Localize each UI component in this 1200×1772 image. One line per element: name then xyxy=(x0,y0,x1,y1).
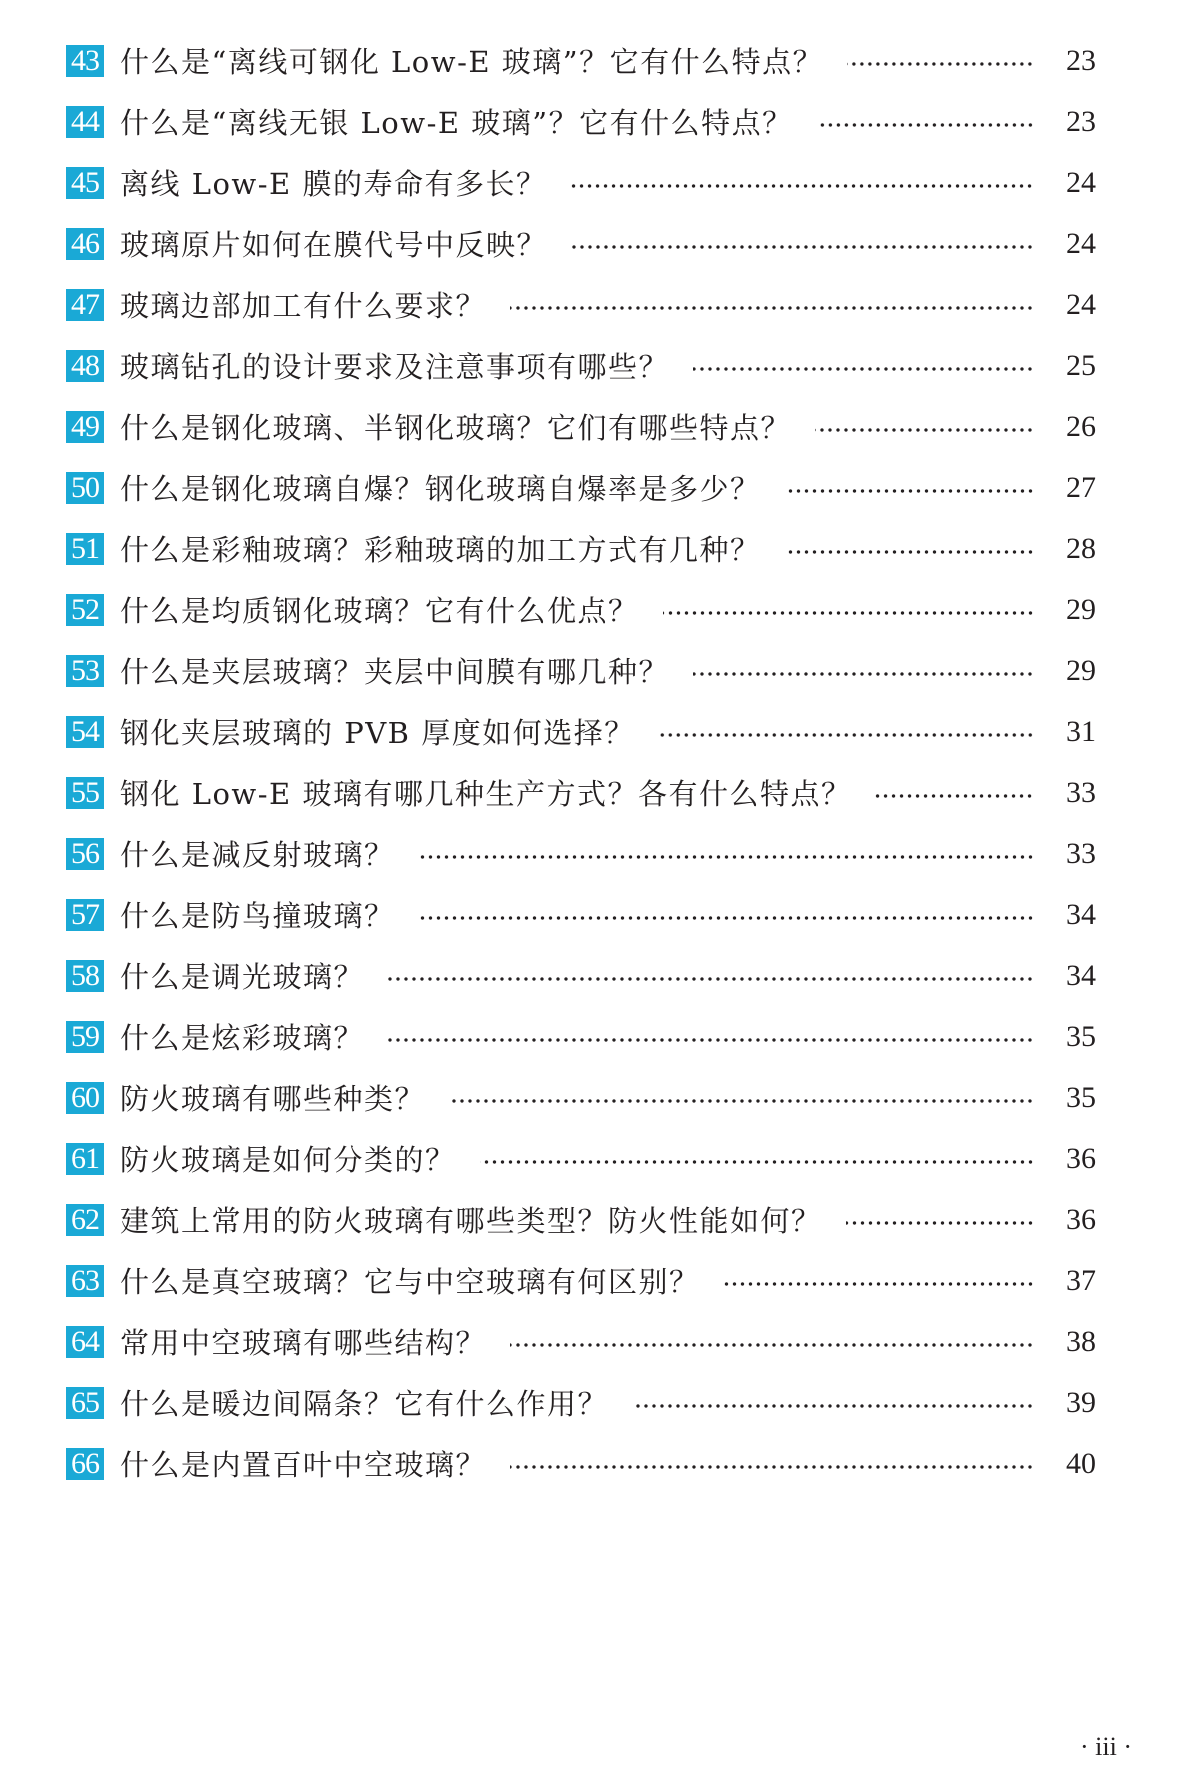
toc-entry-number-badge: 46 xyxy=(66,228,104,260)
toc-entry-page-number: 25 xyxy=(1066,348,1096,382)
toc-entry-dot-leader xyxy=(875,794,1034,798)
toc-entry[interactable] xyxy=(66,335,1096,396)
toc-entry-page-number: 29 xyxy=(1066,592,1096,626)
toc-entry-dot-leader xyxy=(693,672,1034,676)
toc-entry-page-number: 26 xyxy=(1066,409,1096,443)
toc-entry-number-badge: 65 xyxy=(66,1387,104,1419)
toc-entry[interactable] xyxy=(66,701,1096,762)
toc-entry-number-badge: 49 xyxy=(66,411,104,443)
toc-entry-number-badge: 45 xyxy=(66,167,104,199)
toc-entry[interactable] xyxy=(66,1433,1096,1494)
toc-entry-title: 什么是调光玻璃？ xyxy=(120,960,365,994)
toc-entry-dot-leader xyxy=(449,1099,1034,1103)
toc-entry-dot-leader xyxy=(419,916,1034,920)
toc-entry-page-number: 36 xyxy=(1066,1202,1096,1236)
toc-entry-number-badge: 50 xyxy=(66,472,104,504)
toc-entry-number-badge: 66 xyxy=(66,1448,104,1480)
toc-entry-dot-leader xyxy=(480,1160,1034,1164)
toc-entry-title: 什么是炫彩玻璃？ xyxy=(120,1021,365,1055)
toc-entry-page-number: 34 xyxy=(1066,897,1096,931)
toc-entry[interactable] xyxy=(66,396,1096,457)
toc-entry-title: 防火玻璃是如何分类的？ xyxy=(120,1143,456,1177)
toc-entry-number-badge: 54 xyxy=(66,716,104,748)
toc-entry-dot-leader xyxy=(632,1404,1034,1408)
toc-entry[interactable] xyxy=(66,640,1096,701)
toc-entry-page-number: 40 xyxy=(1066,1446,1096,1480)
toc-entry-dot-leader xyxy=(659,733,1034,737)
toc-entry-dot-leader xyxy=(693,367,1034,371)
toc-entry-page-number: 29 xyxy=(1066,653,1096,687)
toc-entry-number-badge: 64 xyxy=(66,1326,104,1358)
toc-entry-title: 建筑上常用的防火玻璃有哪些类型？防火性能如何？ xyxy=(120,1204,822,1238)
toc-entry-page-number: 23 xyxy=(1066,43,1096,77)
toc-entry-page-number: 35 xyxy=(1066,1019,1096,1053)
toc-entry-number-badge: 58 xyxy=(66,960,104,992)
toc-entry[interactable] xyxy=(66,518,1096,579)
table-of-contents xyxy=(66,30,1096,1494)
toc-entry[interactable] xyxy=(66,213,1096,274)
toc-entry-title: 离线 Low-E 膜的寿命有多长？ xyxy=(120,167,547,201)
toc-entry[interactable] xyxy=(66,823,1096,884)
toc-entry-dot-leader xyxy=(847,62,1034,66)
toc-entry-page-number: 39 xyxy=(1066,1385,1096,1419)
toc-entry-title: 什么是钢化玻璃、半钢化玻璃？它们有哪些特点？ xyxy=(120,411,792,445)
toc-entry-dot-leader xyxy=(510,306,1034,310)
toc-entry-number-badge: 59 xyxy=(66,1021,104,1053)
toc-entry-page-number: 27 xyxy=(1066,470,1096,504)
toc-entry[interactable] xyxy=(66,945,1096,1006)
toc-entry-page-number: 38 xyxy=(1066,1324,1096,1358)
toc-entry-dot-leader xyxy=(663,611,1034,615)
toc-entry[interactable] xyxy=(66,579,1096,640)
toc-entry-title: 钢化夹层玻璃的 PVB 厚度如何选择？ xyxy=(120,716,635,750)
toc-entry-title: 什么是防鸟撞玻璃？ xyxy=(120,899,395,933)
toc-entry[interactable] xyxy=(66,1372,1096,1433)
toc-entry-title: 什么是夹层玻璃？夹层中间膜有哪几种？ xyxy=(120,655,670,689)
toc-entry-title: 什么是钢化玻璃自爆？钢化玻璃自爆率是多少？ xyxy=(120,472,761,506)
toc-entry-page-number: 24 xyxy=(1066,226,1096,260)
toc-entry[interactable] xyxy=(66,1067,1096,1128)
toc-entry-dot-leader xyxy=(388,1038,1034,1042)
toc-entry-title: 钢化 Low-E 玻璃有哪几种生产方式？各有什么特点？ xyxy=(120,777,852,811)
toc-entry-page-number: 37 xyxy=(1066,1263,1096,1297)
toc-entry-number-badge: 60 xyxy=(66,1082,104,1114)
toc-entry-dot-leader xyxy=(785,489,1034,493)
toc-entry[interactable] xyxy=(66,884,1096,945)
toc-entry-dot-leader xyxy=(571,245,1034,249)
toc-entry-number-badge: 53 xyxy=(66,655,104,687)
toc-entry-title: 什么是彩釉玻璃？彩釉玻璃的加工方式有几种？ xyxy=(120,533,761,567)
toc-entry[interactable] xyxy=(66,30,1096,91)
toc-entry[interactable] xyxy=(66,1311,1096,1372)
toc-entry-dot-leader xyxy=(419,855,1034,859)
toc-entry-number-badge: 47 xyxy=(66,289,104,321)
toc-entry-number-badge: 63 xyxy=(66,1265,104,1297)
toc-entry-number-badge: 44 xyxy=(66,106,104,138)
toc-entry-page-number: 35 xyxy=(1066,1080,1096,1114)
toc-entry-number-badge: 51 xyxy=(66,533,104,565)
toc-entry-title: 什么是真空玻璃？它与中空玻璃有何区别？ xyxy=(120,1265,700,1299)
toc-entry[interactable] xyxy=(66,91,1096,152)
toc-entry-number-badge: 61 xyxy=(66,1143,104,1175)
toc-entry[interactable] xyxy=(66,457,1096,518)
toc-entry-page-number: 23 xyxy=(1066,104,1096,138)
toc-entry-number-badge: 57 xyxy=(66,899,104,931)
toc-entry-page-number: 34 xyxy=(1066,958,1096,992)
toc-entry-dot-leader xyxy=(510,1465,1034,1469)
toc-entry-title: 什么是暖边间隔条？它有什么作用？ xyxy=(120,1387,609,1421)
toc-entry-page-number: 24 xyxy=(1066,165,1096,199)
toc-entry-number-badge: 43 xyxy=(66,45,104,77)
toc-entry-page-number: 24 xyxy=(1066,287,1096,321)
toc-entry[interactable] xyxy=(66,1006,1096,1067)
toc-entry-dot-leader xyxy=(817,123,1034,127)
toc-entry-title: 防火玻璃有哪些种类？ xyxy=(120,1082,426,1116)
toc-entry[interactable] xyxy=(66,1128,1096,1189)
toc-entry-dot-leader xyxy=(510,1343,1034,1347)
toc-entry-number-badge: 55 xyxy=(66,777,104,809)
toc-entry-dot-leader xyxy=(785,550,1034,554)
toc-entry-title: 什么是均质钢化玻璃？它有什么优点？ xyxy=(120,594,639,628)
toc-entry-title: 什么是“离线可钢化 Low-E 玻璃”？它有什么特点？ xyxy=(120,45,824,79)
toc-entry-dot-leader xyxy=(846,1221,1034,1225)
toc-entry-dot-leader xyxy=(570,184,1034,188)
toc-entry-title: 玻璃钻孔的设计要求及注意事项有哪些？ xyxy=(120,350,670,384)
toc-entry[interactable] xyxy=(66,1189,1096,1250)
toc-entry-title: 什么是减反射玻璃？ xyxy=(120,838,395,872)
toc-entry-page-number: 28 xyxy=(1066,531,1096,565)
toc-entry-number-badge: 48 xyxy=(66,350,104,382)
toc-entry[interactable] xyxy=(66,274,1096,335)
toc-entry-number-badge: 52 xyxy=(66,594,104,626)
toc-entry[interactable] xyxy=(66,152,1096,213)
toc-entry-title: 玻璃原片如何在膜代号中反映？ xyxy=(120,228,548,262)
toc-entry-title: 什么是“离线无银 Low-E 玻璃”？它有什么特点？ xyxy=(120,106,793,140)
toc-entry-dot-leader xyxy=(724,1282,1034,1286)
toc-entry-title: 什么是内置百叶中空玻璃？ xyxy=(120,1448,487,1482)
toc-entry-page-number: 36 xyxy=(1066,1141,1096,1175)
toc-entry[interactable] xyxy=(66,1250,1096,1311)
toc-entry-dot-leader xyxy=(388,977,1034,981)
toc-entry-title: 玻璃边部加工有什么要求？ xyxy=(120,289,487,323)
toc-entry-page-number: 31 xyxy=(1066,714,1096,748)
page-number-roman: · iii · xyxy=(1080,1732,1132,1761)
toc-entry-number-badge: 56 xyxy=(66,838,104,870)
toc-entry-page-number: 33 xyxy=(1066,775,1096,809)
toc-entry-title: 常用中空玻璃有哪些结构？ xyxy=(120,1326,487,1360)
toc-entry[interactable] xyxy=(66,762,1096,823)
toc-entry-number-badge: 62 xyxy=(66,1204,104,1236)
toc-entry-page-number: 33 xyxy=(1066,836,1096,870)
toc-entry-dot-leader xyxy=(815,428,1034,432)
